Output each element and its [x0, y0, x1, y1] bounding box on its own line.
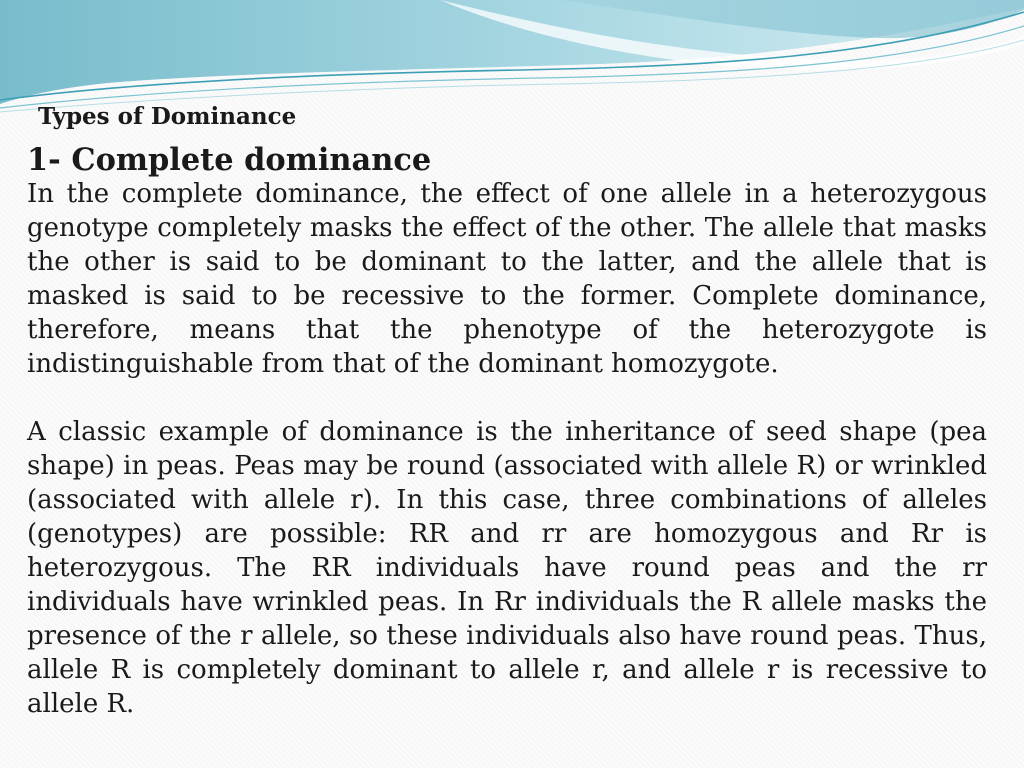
paragraph-complete-dominance: In the complete dominance, the effect of one allele in a heterozygous genotype completely masks the effect of the other. The allele that masks the other is said to be dominant to the latter, and the allele that is masked is said to be recessive to the former. Complete dominance, therefore, means that the phenotype of the heterozygote is indistinguishable from that of the dominant homozygote. — [27, 179, 987, 379]
paragraph-spacer — [27, 381, 987, 415]
header-wave-decoration — [0, 0, 1024, 120]
section-title: Types of Dominance — [38, 103, 297, 130]
subheading: 1- Complete dominance — [27, 142, 432, 178]
slide-content — [27, 143, 987, 721]
paragraph-pea-example: A classic example of dominance is the inheritance of seed shape (pea shape) in peas. Peas may be round (associated with allele R) or wrinkled (associated with allele r). In this case, three combinations of alleles (genotypes) are possible: RR and rr are homozygous and Rr is heterozygous. The RR individuals have round peas and the rr individuals have wrinkled peas. In Rr individuals the R allele masks the presence of the r allele, so these individuals also have round peas. Thus, allele R is completely dominant to allele r, and allele r is recessive to allele R. — [27, 417, 987, 719]
